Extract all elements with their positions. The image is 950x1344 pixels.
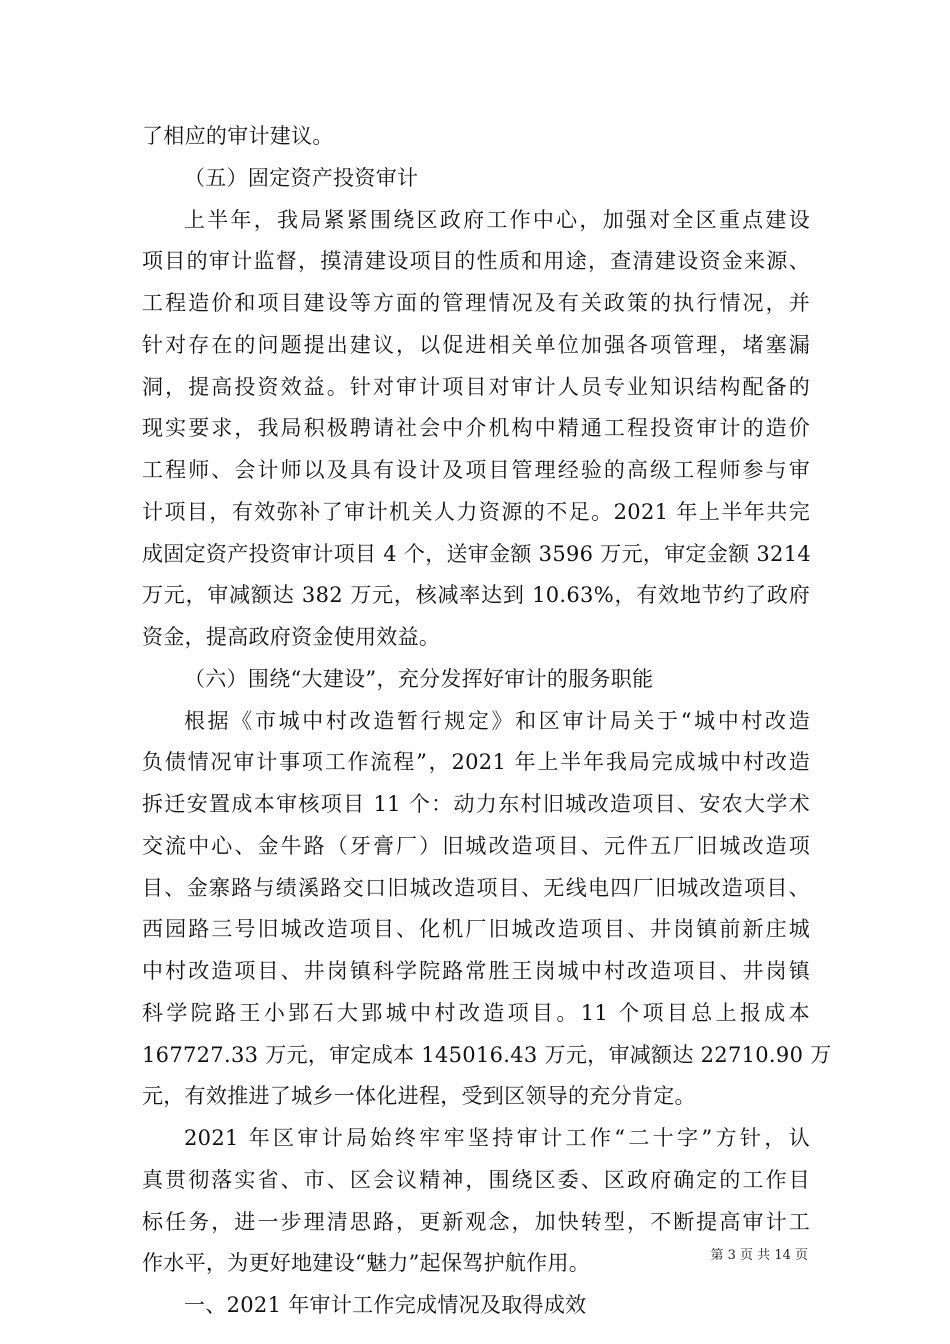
text-line: 真贯彻落实省、市、区会议精神，围绕区委、区政府确定的工作目 (142, 1167, 810, 1192)
text-line: 成固定资产投资审计项目 4 个，送审金额 3596 万元，审定金额 3214 (142, 541, 812, 566)
text-line: 项目的审计监督，摸清建设项目的性质和用途，查清建设资金来源、 (142, 249, 810, 274)
text-line: （五）固定资产投资审计 (184, 165, 419, 190)
text-line: 作水平，为更好地建设“魅力”起保驾护航作用。 (142, 1251, 591, 1276)
text-line: 拆迁安置成本审核项目 11 个：动力东村旧城改造项目、安农大学术 (142, 792, 810, 816)
document-body (142, 116, 832, 1327)
text-line: 科学院路王小郢石大郢城中村改造项目。11 个项目总上报成本 (142, 1000, 810, 1025)
text-line: 标任务，进一步理清思路，更新观念，加快转型，不断提高审计工 (142, 1209, 810, 1234)
text-line: 了相应的审计建议。 (142, 124, 334, 148)
text-line: 万元，审减额达 382 万元，核减率达到 10.63%，有效地节约了政府 (142, 583, 810, 608)
text-line: 洞，提高投资效益。针对审计项目对审计人员专业知识结构配备的 (142, 374, 810, 399)
text-line: 中村改造项目、井岗镇科学院路常胜王岗城中村改造项目、井岗镇 (142, 959, 810, 983)
text-line: 针对存在的问题提出建议，以促进相关单位加强各项管理，堵塞漏 (142, 332, 810, 357)
text-line: 西园路三号旧城改造项目、化机厂旧城改造项目、井岗镇前新庄城 (142, 917, 810, 942)
text-line: 资金，提高政府资金使用效益。 (142, 625, 441, 649)
text-line: 工程师、会计师以及具有设计及项目管理经验的高级工程师参与审 (142, 458, 810, 482)
text-line: 上半年，我局紧紧围绕区政府工作中心，加强对全区重点建设 (184, 207, 810, 232)
page-number: 第 3 页 共 14 页 (710, 1248, 808, 1263)
text-line: 计项目，有效弥补了审计机关人力资源的不足。2021 年上半年共完 (142, 499, 810, 524)
text-line: 现实要求，我局积极聘请社会中介机构中精通工程投资审计的造价 (142, 416, 810, 441)
text-line: 负债情况审计事项工作流程”，2021 年上半年我局完成城中村改造 (142, 750, 810, 775)
text-line: 167727.33 万元，审定成本 145016.43 万元，审减额达 22710.90 万 (142, 1042, 832, 1067)
text-line: 根据《市城中村改造暂行规定》和区审计局关于“城中村改造 (184, 708, 810, 733)
text-line: 元，有效推进了城乡一体化进程，受到区领导的充分肯定。 (142, 1084, 696, 1109)
text-line: （六）围绕“大建设”，充分发挥好审计的服务职能 (184, 666, 654, 691)
text-line: 工程造价和项目建设等方面的管理情况及有关政策的执行情况，并 (142, 291, 810, 315)
text-line: 一、2021 年审计工作完成情况及取得成效 (184, 1293, 587, 1317)
text-line: 目、金寨路与绩溪路交口旧城改造项目、无线电四厂旧城改造项目、 (142, 875, 810, 900)
text-line: 2021 年区审计局始终牢牢坚持审计工作“二十字”方针，认 (184, 1126, 810, 1150)
text-line: 交流中心、金牛路（牙膏厂）旧城改造项目、元件五厂旧城改造项 (142, 833, 810, 858)
